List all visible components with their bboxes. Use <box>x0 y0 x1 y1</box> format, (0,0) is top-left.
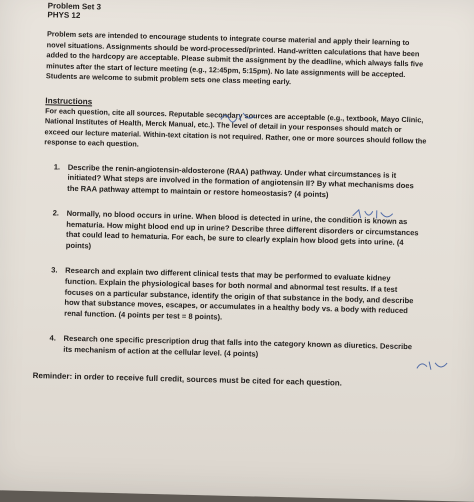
handwritten-annotation <box>415 358 449 373</box>
intro-paragraph: Problem sets are intended to encourage students to integrate course material and apply their learning to novel situations. Assignments should be word-processed/printed. Hand-written calculations that have been added to the hardcopy are acceptable. Please submit the assignment by the deadline, which always falls five minutes after the start of lecture meeting (e.g., 12:45pm, 5:15pm). No late assignments will be accepted. Students are welcome to submit problem sets one class meeting early. <box>45 29 424 87</box>
course-code: PHYS 12 <box>47 10 81 21</box>
handwritten-annotation <box>219 109 259 124</box>
document-body <box>32 1 430 389</box>
question-text: Normally, no blood occurs in urine. When blood is detected in urine, the condition is known as hematuria. How might blood end up in urine? Describe three different disorders or circumstances that could lead to hematuria. For each, be sure to clearly explain how blood gets into urine. (4 points) <box>65 208 419 251</box>
reminder-note: Reminder: in order to receive full credit, sources must be cited for each question. <box>32 370 343 388</box>
handwritten-annotation <box>351 207 395 222</box>
question-number: 1. <box>53 161 61 172</box>
question-number: 2. <box>52 208 60 218</box>
question-text: Research one specific prescription drug that falls into the category known as diuretics. Describe its mechanism of action at the cellular level. (4 points) <box>63 333 413 359</box>
question-number: 3. <box>51 265 58 275</box>
question-text: Research and explain two different clinical tests that may be performed to evaluate kidney function. Explain the physiological bases for both normal and abnormal test results. If a test focuses on a particular substance, identify the origin of that substance in the body, and describe how that substance moves, escapes, or accumulates in a healthy body vs. a body with reduced renal function. (4 points per test = 8 points). <box>64 265 414 322</box>
question-number: 4. <box>49 333 57 343</box>
question-item <box>43 162 426 204</box>
instructions-text: For each question, cite all sources. Reputable secondary sources are acceptable (e.g., textbook, Mayo Clinic, National Institutes of Health, Merck Manual, etc.). The level of detail in your responses should match or exceed our lecture material. Within-text citation is not required. Rather, one or more sources should follow the response to each question. <box>44 105 427 149</box>
instructions-heading: Instructions <box>45 95 93 106</box>
question-list <box>39 162 426 364</box>
question-text: Describe the renin-angiotensin-aldosterone (RAA) pathway. Under what circumstances is it initiated? What steps are involved in the formation of angiotensin II? By what mechanisms does the RAA pathway attempt to maintain or restore homeostasis? (4 points) <box>67 162 414 200</box>
question-item <box>40 265 423 328</box>
doc-title: Problem Set 3 <box>47 1 102 12</box>
question-item <box>39 333 421 364</box>
